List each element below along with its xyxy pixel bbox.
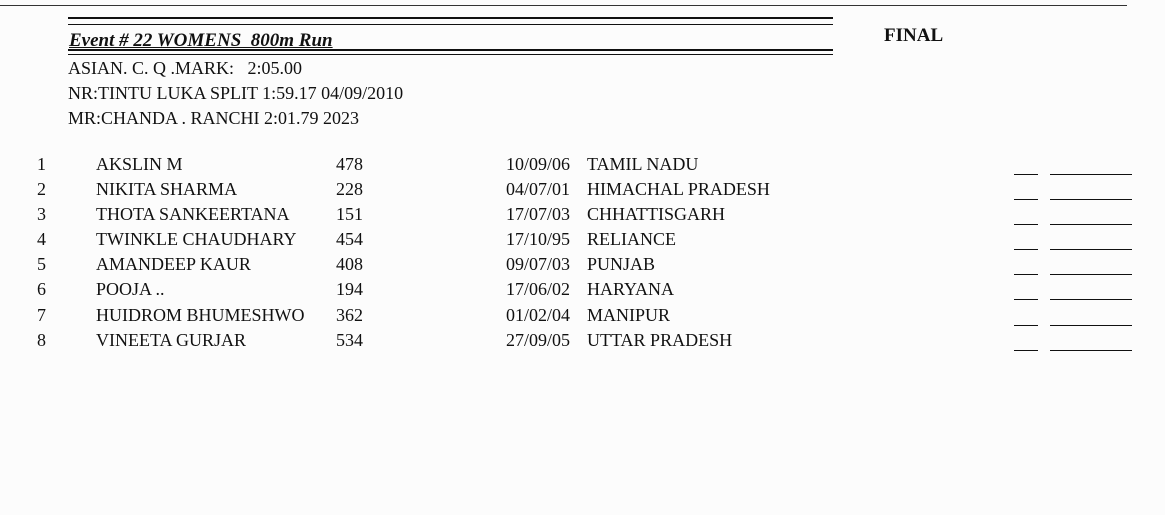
result-blank-short [1014,199,1038,200]
birth-date: 17/07/03 [506,204,571,225]
table-row [0,228,1165,253]
result-blank-short [1014,325,1038,326]
athlete-name: POOJA .. [96,279,165,300]
bib-number: 228 [336,179,363,200]
lane-number: 3 [37,204,46,225]
table-row [0,278,1165,303]
table-row [0,329,1165,354]
birth-date: 27/09/05 [506,329,571,350]
bib-number: 151 [336,204,363,225]
table-row [0,178,1165,203]
team-name: CHHATTISGARH [587,204,726,225]
bib-number: 408 [336,254,363,275]
start-list [0,153,1165,354]
bib-number: 194 [336,279,363,300]
athlete-name: AKSLIN M [96,154,183,174]
lane-number: 4 [37,229,46,250]
lane-number: 7 [37,304,46,325]
result-blank-long [1050,224,1132,225]
bib-number: 534 [336,329,363,350]
bib-number: 478 [336,154,363,174]
asian-qualifying-mark: ASIAN. C. Q .MARK: 2:05.00 [68,58,303,78]
lane-number: 6 [37,279,46,300]
lane-number: 8 [37,329,46,350]
team-name: RELIANCE [587,229,676,250]
athlete-name: THOTA SANKEERTANA [96,204,290,225]
athlete-name: AMANDEEP KAUR [96,254,251,275]
birth-date: 09/07/03 [506,254,571,275]
lane-number: 2 [37,179,46,200]
round-label: FINAL [884,25,944,46]
athlete-name: TWINKLE CHAUDHARY [96,229,297,250]
result-blank-short [1014,274,1038,275]
table-row [0,203,1165,228]
result-blank-short [1014,174,1038,175]
result-blank-short [1014,249,1038,250]
result-blank-long [1050,299,1132,300]
bib-number: 454 [336,229,363,250]
result-blank-long [1050,174,1132,175]
result-blank-long [1050,249,1132,250]
result-blank-short [1014,350,1038,351]
athlete-name: NIKITA SHARMA [96,179,238,200]
lane-number: 1 [37,154,46,174]
birth-date: 01/02/04 [506,304,571,325]
athlete-name: HUIDROM BHUMESHWO [96,304,305,325]
team-name: HARYANA [587,279,675,300]
national-record: NR:TINTU LUKA SPLIT 1:59.17 04/09/2010 [68,83,404,103]
result-blank-short [1014,224,1038,225]
team-name: MANIPUR [587,304,671,325]
team-name: UTTAR PRADESH [587,329,733,350]
birth-date: 17/10/95 [506,229,571,250]
result-blank-long [1050,274,1132,275]
title-rule-bottom [68,49,833,55]
meet-record: MR:CHANDA . RANCHI 2:01.79 2023 [68,108,360,128]
bib-number: 362 [336,304,363,325]
team-name: TAMIL NADU [587,154,699,174]
result-blank-long [1050,199,1132,200]
birth-date: 17/06/02 [506,279,571,300]
team-name: PUNJAB [587,254,656,275]
result-blank-long [1050,325,1132,326]
team-name: HIMACHAL PRADESH [587,179,770,200]
table-row [0,153,1165,178]
title-rule-top [68,17,833,25]
athlete-name: VINEETA GURJAR [96,329,247,350]
page-top-rule [0,5,1127,6]
birth-date: 10/09/06 [506,154,571,174]
lane-number: 5 [37,254,46,275]
table-row [0,304,1165,329]
result-blank-short [1014,299,1038,300]
event-title: Event # 22 WOMENS 800m Run [69,30,333,51]
birth-date: 04/07/01 [506,179,571,200]
result-blank-long [1050,350,1132,351]
table-row [0,253,1165,278]
